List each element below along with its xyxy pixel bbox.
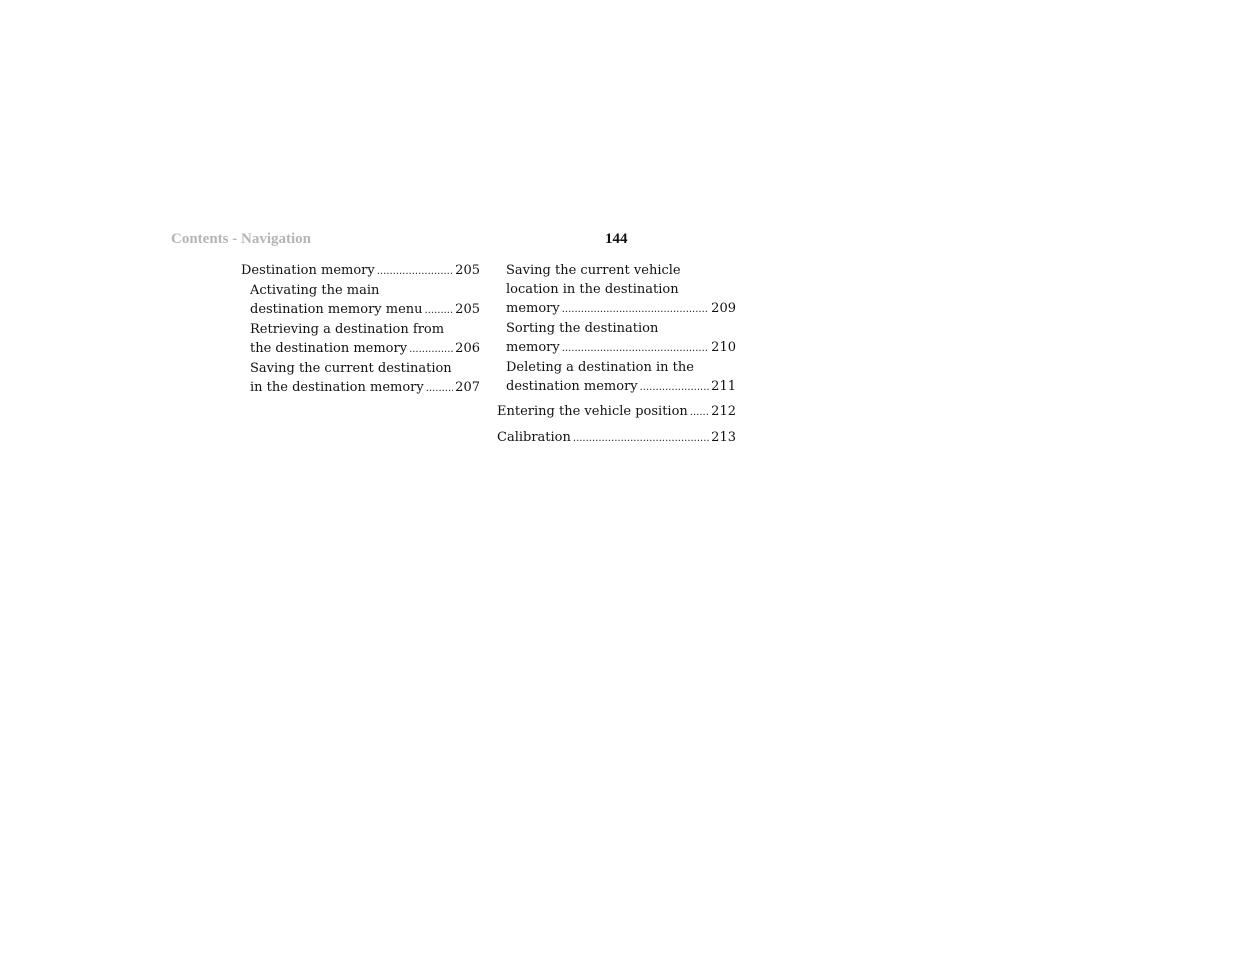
toc-entry-title-line: Saving the current vehicle	[506, 263, 681, 278]
toc-entry[interactable]	[497, 358, 736, 396]
toc-entry[interactable]	[241, 281, 480, 319]
toc-entry-title: the destination memory	[250, 341, 408, 356]
toc-entry-page: 210	[711, 340, 736, 355]
toc-entry-title-line: Sorting the destination	[506, 321, 659, 336]
toc-entry-title: memory	[506, 301, 560, 316]
toc-entry-page: 205	[455, 263, 480, 278]
dot-leader	[409, 340, 453, 359]
toc-entry-title: Entering the vehicle position	[497, 404, 688, 419]
toc-entry-title-line: Retrieving a destination from	[250, 322, 445, 337]
toc-entry[interactable]	[241, 359, 480, 397]
toc-entry[interactable]	[497, 402, 736, 421]
dot-leader	[573, 429, 709, 448]
toc-entry-title-line: Deleting a destination in the	[506, 360, 694, 375]
toc-entry-title-line: Saving the current destination	[250, 361, 452, 376]
page-number: 144	[605, 231, 628, 247]
toc-entry-page: 212	[711, 404, 736, 419]
dot-leader	[562, 339, 709, 358]
toc-entry[interactable]	[497, 261, 736, 318]
toc-entry[interactable]	[497, 319, 736, 357]
toc-entry-page: 206	[455, 341, 480, 356]
toc-entry-page: 207	[455, 380, 480, 395]
toc-entry[interactable]	[241, 261, 480, 280]
toc-left-column	[241, 261, 480, 397]
toc-entry-page: 213	[711, 430, 736, 445]
section-title: Contents - Navigation	[171, 231, 312, 247]
toc-entry-title: Destination memory	[241, 263, 375, 278]
toc-entry-page: 205	[455, 302, 480, 317]
toc-entry[interactable]	[497, 428, 736, 447]
toc-entry-title: memory	[506, 340, 560, 355]
toc-entry-title-line: Activating the main	[250, 283, 380, 298]
toc-entry-title: Calibration	[497, 430, 571, 445]
dot-leader	[562, 300, 709, 319]
dot-leader	[690, 403, 709, 422]
toc-entry-title-line: location in the destination	[506, 282, 679, 297]
dot-leader	[425, 301, 454, 320]
dot-leader	[426, 379, 453, 398]
toc-entry-title: destination memory menu	[250, 302, 423, 317]
toc-entry-page: 211	[711, 379, 736, 394]
toc-right-column	[497, 261, 736, 447]
toc-entry[interactable]	[241, 320, 480, 358]
toc-entry-title: destination memory	[506, 379, 638, 394]
dot-leader	[377, 262, 453, 281]
dot-leader	[640, 378, 710, 397]
toc-entry-page: 209	[711, 301, 736, 316]
toc-entry-title: in the destination memory	[250, 380, 424, 395]
